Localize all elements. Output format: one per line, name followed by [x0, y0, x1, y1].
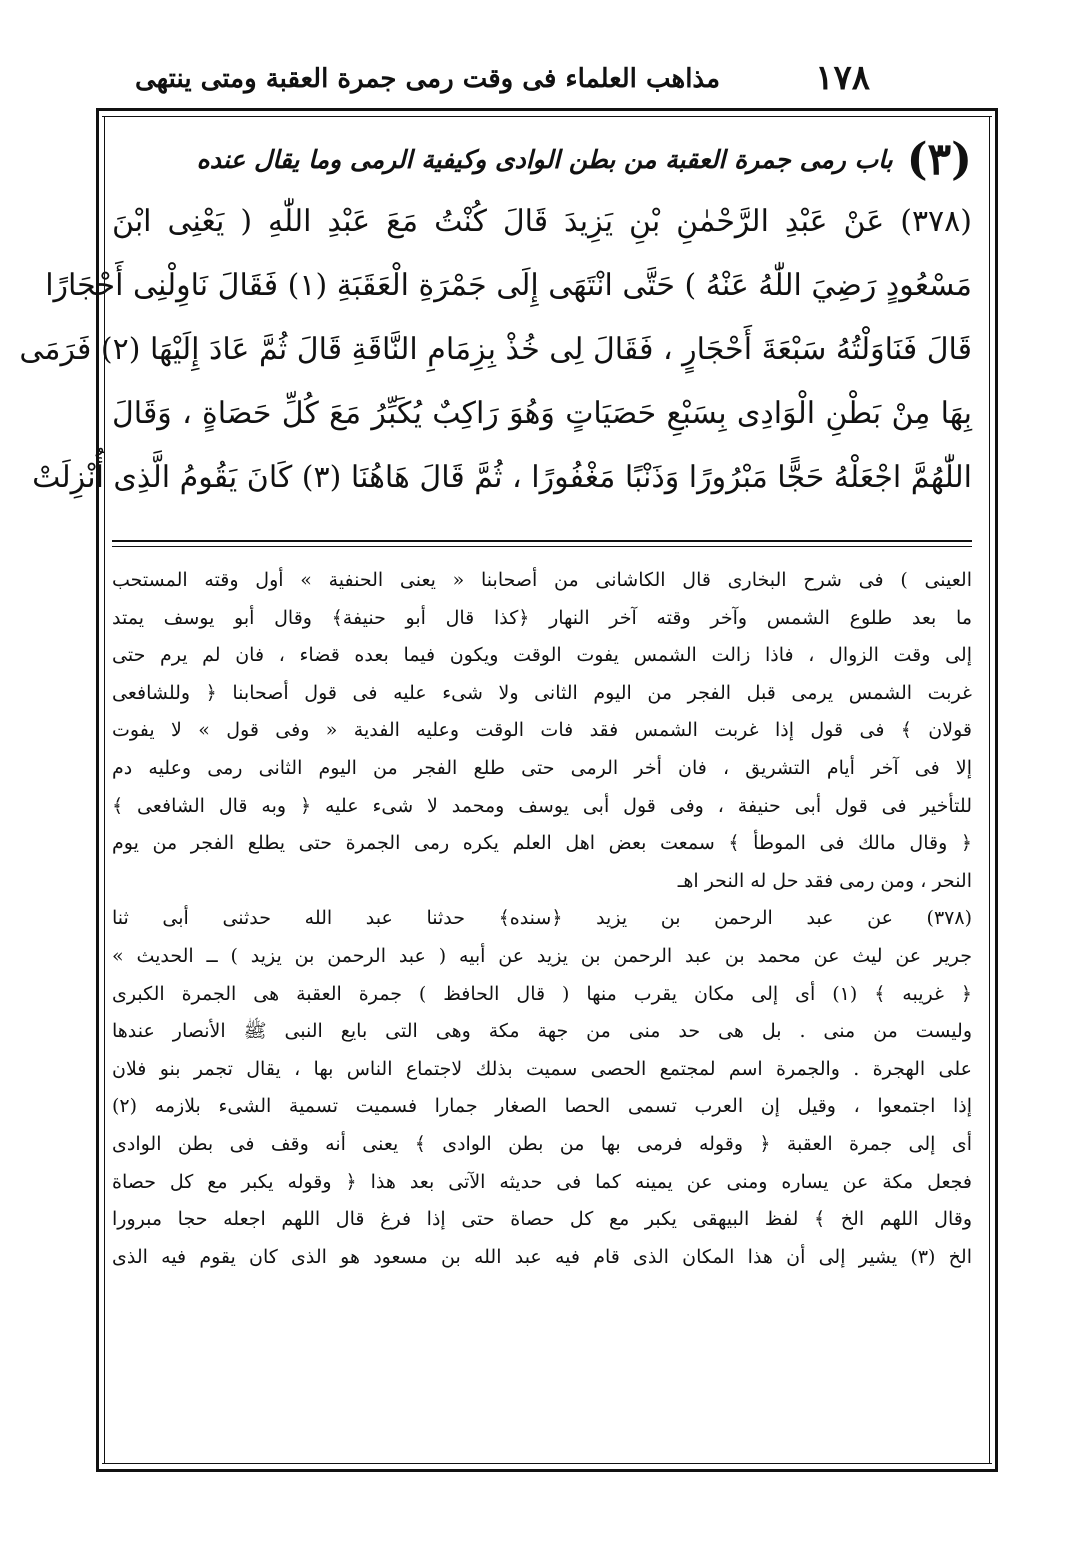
hadith-line: (٣٧٨) عَنْ عَبْدِ الرَّحْمٰنِ بْنِ يَزِيدَ قَالَ كُنْتُ مَعَ عَبْدِ اللّٰهِ ( يَعْنِى ابْنَ: [112, 204, 972, 239]
chapter-title: باب رمى جمرة العقبة من بطن الوادى وكيفية الرمى وما يقال عنده: [196, 144, 893, 174]
commentary-notes: [112, 562, 972, 1276]
chapter-heading: [112, 128, 972, 190]
frame-top-outer: [96, 108, 998, 111]
notes-divider-thin: [112, 546, 972, 547]
page-number: ١٧٨: [815, 58, 870, 98]
note-line: ﴿ غريبه ﴾ (١) أى إلى مكان يقرب منها ( قال الحافظ ) جمرة العقبة هى الجمرة الكبرى: [112, 982, 972, 1005]
running-title: مذاهب العلماء فى وقت رمى جمرة العقبة ومتى ينتهى: [135, 64, 720, 94]
note-line: غربت الشمس يرمى قبل الفجر من اليوم الثانى ولا شىء عليه فى قول أصحابنا ﴿ وللشافعى: [112, 681, 972, 704]
note-line: جرير عن ليث عن محمد بن عبد الرحمن بن يزيد عن أبيه ( عبد الرحمن بن يزيد ) ــ الحديث »: [112, 944, 972, 967]
main-text: [19, 128, 972, 510]
note-line: للتأخير فى قول أبى حنيفة ، وفى قول أبى يوسف ومحمد لا شىء عليه ﴿ وبه قال الشافعى ﴾: [112, 794, 972, 817]
chapter-number: (٣): [906, 133, 972, 185]
frame-right-outer: [995, 108, 998, 1472]
note-line: قولان ﴾ فى قول إذا غربت الشمس فقد فات الوقت وعليه الفدية « وفى قول » لا يفوت: [112, 719, 972, 742]
frame-bottom-outer: [96, 1469, 998, 1472]
note-line: (٣٧٨) عن عبد الرحمن بن يزيد ﴿سنده﴾ حدثنا عبد الله حدثنى أبى ثنا: [112, 907, 972, 930]
note-line: العينى ) فى شرح البخارى قال الكاشانى من أصحابنا « يعنى الحنفية » أول وقته المستحب: [112, 569, 972, 591]
note-line: ﴿ وقال مالك فى الموطأ ﴾ سمعت بعض اهل العلم يكره رمى الجمرة حتى يطلع الفجر من يوم: [112, 832, 972, 855]
note-line: إلى وقت الزوال ، فاذا زالت الشمس يفوت الوقت ويكون فيما بعده قضاء ، فان لم يرم حتى: [112, 644, 972, 667]
note-line: إذا اجتمعوا ، وقيل إن العرب تسمى الحصا الصغار جمارا فسميت تسمية الشىء بلازمه (٢): [112, 1095, 972, 1118]
note-line: فجعل مكة عن يساره ومنى عن يمينه كما فى حديثه الآتى بعد هذا ﴿ وقوله يكبر مع كل حصاة: [112, 1170, 972, 1193]
hadith-text: [19, 190, 972, 510]
note-line: ما بعد طلوع الشمس وآخر وقته آخر النهار ﴿كذا قال أبو حنيفة﴾ وقال أبو يوسف يمتد: [112, 606, 973, 629]
note-line: وقال اللهم الخ ﴾ لفظ البيهقى يكبر مع كل حصاة حتى إذا فرغ قال اللهم اجعله حجا مبرورا: [112, 1208, 972, 1231]
note-line: النحر ، ومن رمى فقد حل له النحر اهـ: [677, 869, 972, 892]
hadith-line: قَالَ فَنَاوَلْتُهُ سَبْعَةَ أَحْجَارٍ ، فَقَالَ لِى خُذْ بِزِمَامِ النَّاقَةِ قَالَ ثُمَّ عَادَ إِلَيْهَا (٢) فَرَمَى: [19, 332, 972, 367]
note-line: الخ (٣) يشير إلى أن هذا المكان الذى قام فيه عبد الله بن مسعود هو الذى كان يقوم فيه الذى: [112, 1245, 972, 1268]
note-line: على الهجرة . والجمرة اسم لمجتمع الحصى سميت بذلك لاجتماع الناس بها ، يقال تجمر بنو فلان: [112, 1057, 972, 1080]
notes-divider: [112, 540, 972, 542]
page-header: [135, 58, 870, 108]
hadith-line: مَسْعُودٍ رَضِيَ اللّٰهُ عَنْهُ ) حَتَّى انْتَهَى إِلَى جَمْرَةِ الْعَقَبَةِ (١) فَقَالَ نَاوِلْنِى أَحْجَارًا: [45, 268, 972, 303]
note-line: وليست من منى . بل هى حد منى من جهة مكة وهى التى بايع النبى ﷺ الأنصار عندها: [112, 1020, 972, 1043]
frame-top-inner: [102, 116, 992, 117]
frame-bottom-inner: [102, 1463, 992, 1464]
hadith-line: بِهَا مِنْ بَطْنِ الْوَادِى بِسَبْعِ حَصَيَاتٍ وَهُوَ رَاكِبٌ يُكَبِّرُ مَعَ كُلِّ حَصَاةٍ ، وَقَالَ: [112, 396, 972, 431]
note-line: إلا فى آخر أيام التشريق ، فان أخر الرمى حتى طلع الفجر من اليوم الثانى رمى وعليه دم: [112, 756, 972, 779]
frame-right-inner: [989, 116, 990, 1464]
note-line: أى إلى جمرة العقبة ﴿ وقوله فرمى بها من بطن الوادى ﴾ يعنى أنه وقف فى بطن الوادى: [112, 1132, 972, 1155]
hadith-line: اللّٰهُمَّ اجْعَلْهُ حَجًّا مَبْرُورًا وَذَنْبًا مَغْفُورًا ، ثُمَّ قَالَ هَاهُنَا (٣) كَانَ يَقُومُ الَّذِى أُنْزِلَتْ: [32, 460, 972, 495]
